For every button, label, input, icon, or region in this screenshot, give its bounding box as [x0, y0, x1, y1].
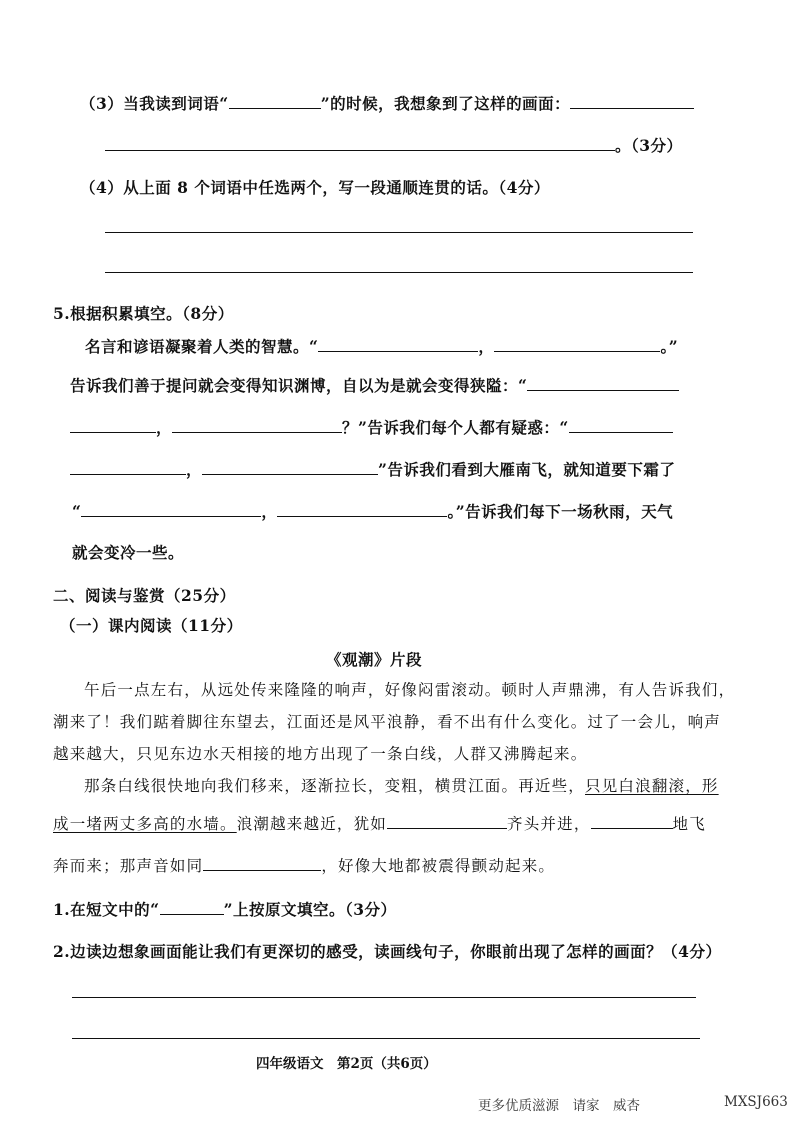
- q4-answer-line-2[interactable]: [105, 272, 693, 273]
- passage-title: 《观潮》片段: [326, 650, 423, 669]
- q5-blank-6[interactable]: [569, 418, 673, 433]
- q3-line2: 。（3分）: [105, 134, 683, 156]
- q5-line3: ， ？”告诉我们每个人都有疑惑：“: [70, 416, 673, 438]
- passage-blank-3[interactable]: [203, 856, 321, 871]
- q5-blank-1[interactable]: [318, 337, 478, 352]
- passage-para2-line2: 成一堵两丈多高的水墙。浪潮越来越近，犹如 齐头并进， 地飞: [53, 815, 706, 833]
- passage-para2-line1: 那条白线很快地向我们移来，逐渐拉长，变粗，横贯江面。再近些，只见白浪翻滚，形: [84, 777, 719, 795]
- q5-line5: “ ， 。”告诉我们每下一场秋雨，天气: [72, 502, 674, 521]
- q5-blank-8[interactable]: [202, 460, 378, 475]
- q5-line4: ， ”告诉我们看到大雁南飞，就知道要下霜了: [70, 458, 675, 480]
- section2-title: 二、阅读与鉴赏（25分）: [53, 586, 236, 605]
- q5-blank-4[interactable]: [70, 418, 156, 433]
- passage-para1-line1: 午后一点左右，从远处传来隆隆的响声，好像闷雷滚动。顿时人声鼎沸，有人告诉我们，: [84, 681, 736, 699]
- reading-q1-blank[interactable]: [160, 900, 224, 915]
- underlined-sentence-part1: 只见白浪翻滚，形: [585, 777, 719, 795]
- q5-blank-9[interactable]: [81, 502, 261, 517]
- passage-blank-2[interactable]: [591, 814, 673, 829]
- q5-blank-7[interactable]: [70, 460, 186, 475]
- q5-line2: 告诉我们善于提问就会变得知识渊博，自以为是就会变得狭隘：“: [70, 374, 679, 396]
- passage-para1-line2: 潮来了！我们踮着脚往东望去，江面还是风平浪静，看不出有什么变化。过了一会儿，响声: [53, 713, 722, 731]
- q4-answer-line-1[interactable]: [105, 232, 693, 233]
- q5-blank-2[interactable]: [494, 337, 660, 352]
- q5-blank-5[interactable]: [172, 418, 342, 433]
- q3-image-blank-1[interactable]: [570, 94, 694, 109]
- q4-text: （4）从上面 8 个词语中任选两个，写一段通顺连贯的话。（4分）: [80, 178, 550, 197]
- underlined-sentence-part2: 成一堵两丈多高的水墙。: [53, 815, 237, 833]
- q5-line6: 就会变冷一些。: [72, 543, 185, 562]
- q5-line1: 名言和谚语凝聚着人类的智慧。“ ， 。”: [85, 337, 679, 356]
- passage-para1-line3: 越来越大，只见东边水天相接的地方出现了一条白线，人群又沸腾起来。: [53, 745, 588, 763]
- q5-blank-3[interactable]: [527, 376, 679, 391]
- watermark-left: 更多优质滋源 请家 威杏: [478, 1098, 640, 1114]
- watermark-right: MXSJ663: [724, 1094, 788, 1110]
- q3-word-blank[interactable]: [229, 94, 321, 109]
- q5-title: 5.根据积累填空。（8分）: [53, 304, 234, 323]
- section2-subtitle: （一）课内阅读（11分）: [60, 616, 243, 635]
- q3-line1: （3）当我读到词语“ ”的时候，我想象到了这样的画面：: [80, 92, 694, 114]
- reading-q1: 1.在短文中的“ ”上按原文填空。（3分）: [53, 900, 397, 919]
- reading-q2-answer-line-1[interactable]: [72, 997, 696, 998]
- q5-blank-10[interactable]: [277, 502, 447, 517]
- page-footer: 四年级语文 第2页（共6页）: [256, 1056, 437, 1072]
- passage-para2-line3: 奔而来；那声音如同 ，好像大地都被震得颤动起来。: [53, 857, 556, 875]
- passage-blank-1[interactable]: [387, 814, 507, 829]
- reading-q2-answer-line-2[interactable]: [72, 1038, 700, 1039]
- q3-image-blank-2[interactable]: [105, 136, 615, 151]
- reading-q2: 2.边读边想象画面能让我们有更深切的感受，读画线句子，你眼前出现了怎样的画面？（4分）: [53, 942, 722, 961]
